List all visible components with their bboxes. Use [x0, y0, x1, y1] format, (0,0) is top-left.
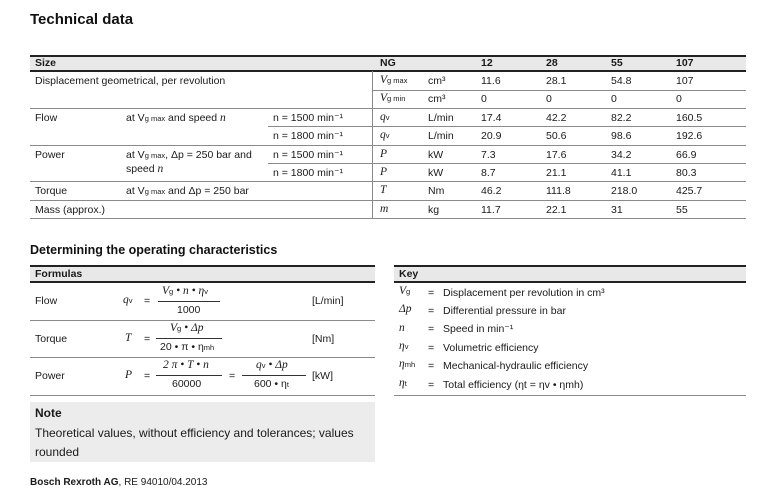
table-cell: 22.1	[546, 204, 567, 216]
mass-label: Mass (approx.)	[35, 204, 106, 216]
vg-min-unit: cm³	[428, 93, 446, 105]
formula-power-label: Power	[35, 370, 65, 382]
flow-unit: L/min	[428, 112, 454, 124]
torque-label: Torque	[35, 185, 68, 197]
key-symbol-vg: Vg	[399, 285, 411, 297]
table-cell: 20.9	[481, 130, 502, 142]
formula-power-numerator-2: qv • Δp	[256, 359, 288, 371]
formula-flow-label: Flow	[35, 295, 58, 307]
table-cell: 17.6	[546, 149, 567, 161]
power-unit: kW	[428, 149, 444, 161]
header-size-107: 107	[676, 57, 694, 69]
table-cell: 31	[611, 204, 623, 216]
table-cell: 17.4	[481, 112, 502, 124]
table-cell: 54.8	[611, 75, 632, 87]
footer: Bosch Rexroth AG, RE 94010/04.2013	[30, 477, 208, 488]
table-cell: 107	[676, 75, 694, 87]
fraction-bar	[156, 338, 222, 339]
fraction-bar	[158, 301, 220, 302]
row-rule	[30, 395, 375, 396]
table-cell: 7.3	[481, 149, 496, 161]
key-symbol-eta-t: ηt	[399, 377, 407, 389]
formula-power-lhs: P	[125, 369, 133, 381]
formula-power-denominator-1: 60000	[172, 378, 202, 390]
table-header-rule	[30, 70, 746, 72]
key-eq: =	[428, 360, 435, 372]
key-eq: =	[428, 342, 435, 354]
formula-torque-unit: [Nm]	[312, 333, 335, 345]
key-symbol-dp: Δp	[399, 303, 412, 315]
power-label: Power	[35, 149, 65, 161]
table-cell: 0	[546, 93, 552, 105]
power-condition-line2: speed n	[126, 163, 164, 175]
flow-unit: L/min	[428, 130, 454, 142]
torque-condition: at Vg max and Δp = 250 bar	[126, 185, 249, 197]
table-cell: 111.8	[546, 185, 571, 197]
formula-torque-label: Torque	[35, 333, 68, 345]
table-cell: 82.2	[611, 112, 632, 124]
formula-power-unit: [kW]	[312, 370, 333, 382]
table-cell: 192.6	[676, 130, 703, 142]
formulas-header-rule	[30, 281, 375, 283]
key-symbol-eta-mh: ηmh	[399, 358, 416, 370]
table-cell: 28.1	[546, 75, 567, 87]
table-cell: 8.7	[481, 167, 496, 179]
power-condition-line1: at Vg max, Δp = 250 bar and	[126, 149, 252, 161]
formula-flow-eq: =	[144, 295, 151, 307]
row-rule	[394, 395, 746, 396]
key-symbol-eta-v: ηv	[399, 340, 409, 352]
formula-flow-denominator: 1000	[177, 304, 201, 316]
header-size: Size	[35, 57, 57, 69]
power-speed-1800: n = 1800 min⁻¹	[273, 167, 344, 179]
key-eq: =	[428, 379, 435, 391]
table-cell: 21.1	[546, 167, 567, 179]
table-cell: 0	[611, 93, 617, 105]
formula-torque-lhs: T	[125, 332, 132, 344]
p-symbol: P	[380, 148, 388, 160]
power-unit: kW	[428, 167, 444, 179]
row-rule	[372, 90, 746, 91]
fraction-bar	[156, 375, 222, 376]
formulas-top-rule	[30, 265, 375, 267]
formulas-header: Formulas	[35, 268, 83, 280]
power-speed-1500: n = 1500 min⁻¹	[273, 149, 344, 161]
table-cell: 11.6	[481, 75, 501, 87]
table-cell: 80.3	[676, 167, 697, 179]
key-text-eta-mh: Mechanical-hydraulic efficiency	[443, 360, 589, 372]
table-cell: 55	[676, 204, 688, 216]
flow-condition: at Vg max and speed n	[126, 112, 226, 124]
mass-unit: kg	[428, 204, 440, 216]
formula-torque-denominator: 20 • π • ηmh	[160, 341, 215, 353]
table-cell: 425.7	[676, 185, 703, 197]
table-cell: 34.2	[611, 149, 632, 161]
row-rule	[30, 200, 746, 201]
fraction-bar	[242, 375, 306, 376]
key-symbol-n: n	[399, 322, 405, 334]
vg-max-symbol: Vg max	[380, 74, 408, 86]
formula-flow-numerator: Vg • n • ηv	[162, 285, 208, 297]
torque-unit: Nm	[428, 185, 445, 197]
key-text-dp: Differential pressure in bar	[443, 305, 566, 317]
formula-torque-eq: =	[144, 333, 151, 345]
page-title: Technical data	[30, 11, 134, 28]
formula-power-eq: =	[144, 370, 151, 382]
row-rule	[30, 320, 375, 321]
flow-label: Flow	[35, 112, 58, 124]
formula-flow-unit: [L/min]	[312, 295, 344, 307]
table-cell: 66.9	[676, 149, 697, 161]
formula-power-denominator-2: 600 • ηt	[254, 378, 289, 390]
key-top-rule	[394, 265, 746, 267]
header-ng: NG	[380, 57, 396, 69]
row-rule	[30, 181, 746, 182]
t-symbol: T	[380, 184, 387, 196]
table-cell: 11.7	[481, 204, 501, 216]
row-rule	[30, 145, 746, 146]
row-rule	[30, 218, 746, 219]
table-cell: 0	[481, 93, 487, 105]
p-symbol: P	[380, 166, 388, 178]
note-text: Theoretical values, without efficiency and tolerances; values rounded	[35, 426, 354, 459]
key-eq: =	[428, 323, 435, 335]
row-rule	[268, 163, 746, 164]
qv-symbol: qv	[380, 129, 390, 141]
key-text-vg: Displacement per revolution in cm³	[443, 287, 605, 299]
row-rule	[30, 357, 375, 358]
formula-flow-lhs: qv	[123, 294, 133, 306]
vg-max-unit: cm³	[428, 75, 446, 87]
table-cell: 41.1	[611, 167, 632, 179]
header-size-12: 12	[481, 57, 493, 69]
table-cell: 46.2	[481, 185, 502, 197]
key-text-n: Speed in min⁻¹	[443, 323, 514, 335]
key-eq: =	[428, 287, 435, 299]
formula-power-eq2: =	[229, 370, 236, 382]
header-size-28: 28	[546, 57, 558, 69]
row-rule	[30, 108, 746, 109]
table-cell: 50.6	[546, 130, 567, 142]
displacement-label: Displacement geometrical, per revolution	[35, 75, 226, 87]
qv-symbol: qv	[380, 111, 390, 123]
table-cell: 0	[676, 93, 682, 105]
formula-torque-numerator: Vg • Δp	[170, 322, 204, 334]
flow-speed-1800: n = 1800 min⁻¹	[273, 130, 344, 142]
key-eq: =	[428, 305, 435, 317]
key-text-eta-v: Volumetric efficiency	[443, 342, 539, 354]
note-title: Note	[35, 406, 62, 420]
table-cell: 218.0	[611, 185, 638, 197]
key-header-rule	[394, 281, 746, 283]
formula-power-numerator-1: 2 π • T • n	[163, 359, 209, 371]
vg-min-symbol: Vg min	[380, 92, 406, 104]
flow-speed-1500: n = 1500 min⁻¹	[273, 112, 344, 124]
key-header: Key	[399, 268, 419, 280]
header-size-55: 55	[611, 57, 623, 69]
table-cell: 42.2	[546, 112, 567, 124]
table-cell: 160.5	[676, 112, 703, 124]
row-rule	[268, 126, 746, 127]
m-symbol: m	[380, 203, 389, 215]
key-header-band	[394, 266, 746, 281]
key-text-eta-t: Total efficiency (ηt = ηv • ηmh)	[443, 379, 584, 391]
section-title-operating: Determining the operating characteristics	[30, 243, 278, 257]
table-cell: 98.6	[611, 130, 632, 142]
